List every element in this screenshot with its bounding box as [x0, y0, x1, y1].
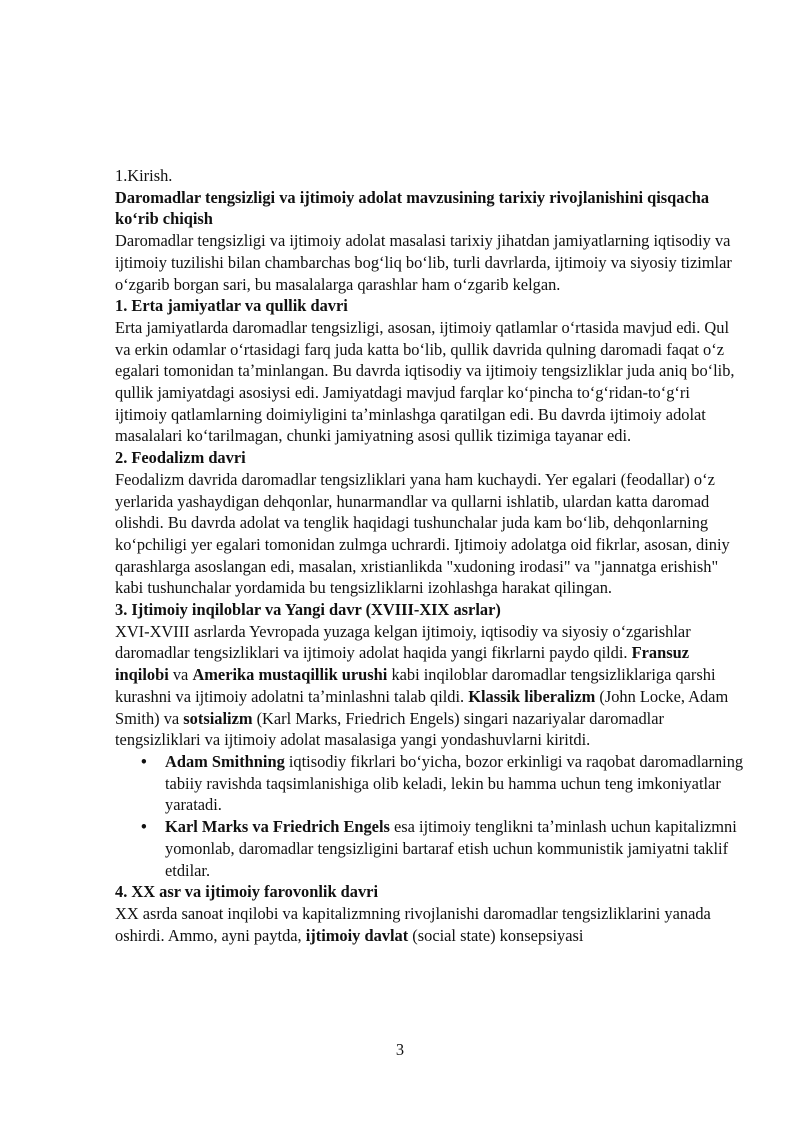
bullet-icon: •: [141, 751, 147, 771]
section-1-heading: 1. Erta jamiyatlar va qullik davri: [115, 296, 348, 316]
section-4-text-1: XX asrda sanoat inqilobi va kapitalizmning rivojlanishi daromadlar tengsizliklarini yanada oshirdi. Ammo, ayni paytda,: [115, 903, 711, 945]
section-3-bold-socialism: sotsializm: [183, 708, 253, 728]
section-2-paragraph: Feodalizm davrida daromadlar tengsizliklari yana ham kuchaydi. Yer egalari (feodallar) oʻz yerlarida yashaydigan dehqonlar, hunarmandlar va qullarni ishlatib, ulardan katta daromad olishdi. Bu davrda adolat va tenglik haqidagi tushunchalar juda kam boʻlib, dehqonlarning koʻpchiligi yer egalari tomonidan zulmga uchrardi. Ijtimoiy adolatga oid fikrlar, asosan, diniy qarashlarga asoslangan edi, masalan, xristianlikda "xudoning irodasi" va "jannatga erishish" kabi tushunchalar yordamida bu tengsizliklarni izohlashga harakat qilingan.: [115, 469, 730, 598]
section-3-text-3: kabi inqiloblar daromadlar tengsizliklariga qarshi kurashni va ijtimoiy adolatni taʼminlashni talab qildi.: [115, 665, 716, 706]
section-4-text-2: (social state) konsepsiyasi: [408, 925, 584, 945]
page-number: 3: [395, 1040, 405, 1059]
section-3-text-1: XVI-XVIII asrlarda Yevropada yuzaga kelgan ijtimoiy, iqtisodiy va siyosiy oʻzgarishlar daromadlar tengsizliklari va ijtimoiy adolat haqida yangi fikrlarni paydo qildi.: [115, 621, 691, 663]
bullet-text: iqtisodiy fikrlari boʻyicha, bozor erkinligi va raqobat daromadlarning tabiiy ravishda taqsimlanishiga olib keladi, lekin bu hamma uchun teng imkoniyatlar yaratadi.: [165, 751, 744, 815]
document-title: Daromadlar tengsizligi va ijtimoiy adolat mavzusining tarixiy rivojlanishini qisqacha koʻrib chiqish: [115, 187, 710, 229]
section-1-paragraph: Erta jamiyatlarda daromadlar tengsizligi, asosan, ijtimoiy qatlamlar oʻrtasida mavjud edi. Qul va erkin odamlar oʻrtasidagi farq juda katta boʻlib, qullik davrida qulning daromadi faqat oʻz egalari tomonidan taʼminlangan. Bu davrda iqtisodiy va ijtimoiy tengsizliklar juda aniq boʻlib, qullik jamiyatdagi asosiysi edi. Jamiyatdagi mavjud farqlar koʻpincha toʻgʻridan-toʻgʻri ijtimoiy qatlamlarning doimiyligini taʼminlashga qaratilgan edi. Bu davrda ijtimoiy adolat masalalari koʻtarilmagan, chunki jamiyatning asosi qullik tizimiga tayanar edi.: [115, 317, 735, 446]
section-3-text-4: (John Locke, Adam Smith) va: [115, 686, 729, 728]
bullet-text: esa ijtimoiy tenglikni taʼminlash uchun kapitalizmni yomonlab, daromadlar tengsizligini bartaraf etish uchun kommunistik jamiyatni taklif etdilar.: [165, 817, 737, 880]
section-3-text-2: va: [168, 665, 193, 685]
bullet-bold-text: Karl Marks va Friedrich Engels: [165, 817, 390, 837]
section-3-bold-classical-liberalism: Klassik liberalizm: [468, 686, 596, 706]
page-content: [115, 165, 745, 946]
bullet-bold-text: Adam Smithning: [165, 751, 285, 771]
section-4-paragraph: [115, 903, 745, 946]
list-item: [141, 751, 745, 816]
list-item: [141, 816, 745, 881]
section-3-bold-french-revolution: Fransuz inqilobi: [115, 643, 689, 685]
section-3-paragraph: [115, 621, 745, 751]
section-3-bullet-list: [115, 751, 745, 881]
intro-label: 1.Kirish.: [115, 166, 173, 185]
intro-paragraph: Daromadlar tengsizligi va ijtimoiy adolat masalasi tarixiy jihatdan jamiyatlarning iqtisodiy va ijtimoiy tuzilishi bilan chambarchas bogʻliq boʻlib, turli davrlarda, ijtimoiy va siyosiy tizimlar oʻzgarib borgan sari, bu masalalarga qarashlar ham oʻzgarib kelgan.: [115, 231, 732, 294]
section-4-heading: 4. XX asr va ijtimoiy farovonlik davri: [115, 882, 379, 902]
section-3-text-5: (Karl Marks, Friedrich Engels) singari nazariyalar daromadlar tengsizliklari va ijtimoiy adolat masalasiga yangi yondashuvlarni kiritdi.: [115, 708, 664, 750]
bullet-icon: •: [141, 817, 147, 837]
section-3-heading: 3. Ijtimoiy inqiloblar va Yangi davr (XVIII-XIX asrlar): [115, 600, 501, 620]
section-4-bold-social-state: ijtimoiy davlat: [305, 925, 409, 945]
section-3-bold-american-war: Amerika mustaqillik urushi: [192, 665, 388, 685]
section-2-heading: 2. Feodalizm davri: [115, 448, 246, 468]
